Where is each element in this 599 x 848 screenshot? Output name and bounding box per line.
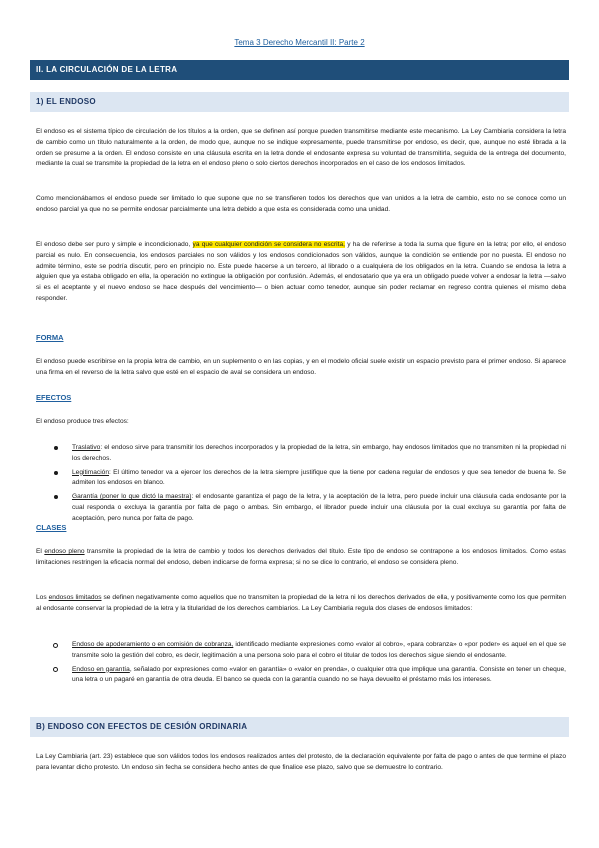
list-item-text: : El último tenedor va a ejercer los derechos de la letra siempre justifique que la tiene por cadena regular de endosos y que sea tenedor de buena fe. Se admiten los endosos en blanco. (72, 468, 566, 487)
text-segment: transmite la propiedad de la letra de cambio y todos los derechos derivados del título. Este tipo de endoso se contrapone a los endosos limitados. Como estas limitaciones restringen la eficacia normal del endoso, deben indicarse de forma expresa; si no se dice lo contrario, el endoso se considera pleno. (36, 548, 566, 566)
text-segment: El endoso debe ser puro y simple e incondicionado, (36, 241, 193, 248)
circle-bullet-icon (53, 643, 58, 648)
list-item-label: Traslativo (72, 444, 101, 451)
term-endoso-pleno: endoso pleno (44, 548, 85, 555)
heading-clases: CLASES (36, 523, 67, 532)
highlighted-text: ya que cualquier condición se considera no escrita, (192, 241, 345, 248)
paragraph-endoso-pleno (36, 547, 566, 569)
text-segment: y ha de referirse a toda la suma que figure en la letra; por ello, el endoso parcial es nulo. En consecuencia, los endosos parciales no son válidos y los endosos condicionados son válidos, aunque la condición se entiende por no puesta. El endoso no admite término, este se podría discutir, pero en principio no. Este puede hacerse a un tercero, al librado o a cualquiera de los obligados en la letra. Cuando se endosa la letra a alguien que ya estaba obligado en ella, la operación no extingue la obligación por confusión. Además, el endosatario que ya era un obligado puede volver a endosar la letra —salvo si es el aceptante y el nuevo endoso se hace después del vencimiento— o bien actuar como tenedor, aunque sin poder reclamar en regreso contra quienes el mismo deba responder. (36, 241, 566, 302)
subsection-header-endoso: 1) EL ENDOSO (30, 92, 569, 112)
bullet-icon (54, 495, 58, 499)
bullet-icon (54, 446, 58, 450)
paragraph-endosos-limitados (36, 593, 566, 615)
list-item-label: Garantía (poner lo que dictó la maestra) (72, 493, 192, 501)
text-segment: Los (36, 594, 49, 601)
heading-efectos: EFECTOS (36, 393, 72, 402)
heading-forma: FORMA (36, 333, 64, 342)
list-item-text: identificado mediante expresiones como «valor al cobro», «para cobranza» o «por poder» es aquel en el que se transmite solo la gestión del cobro, es decir, legitimación a una persona solo para el cobro el titular de todos los derechos sigue siendo el endosante. (72, 641, 566, 659)
list-item (36, 665, 566, 687)
paragraph-endoso-limitado: Como mencionábamos el endoso puede ser limitado lo que supone que no se transfieren todos los derechos que van unidos a la letra de cambio, esto no se conoce como un endoso parcial ya que no se permite endosar parcialmente una letra debido a que esta es considerada como una unidad. (36, 195, 566, 213)
list-item-label: Endoso de apoderamiento o en comisión de cobranza, (72, 641, 234, 648)
paragraph-efectos-intro: El endoso produce tres efectos: (36, 418, 129, 425)
list-item (36, 640, 566, 662)
list-item (36, 468, 566, 490)
section-header: II. LA CIRCULACIÓN DE LA LETRA (30, 60, 569, 80)
term-endosos-limitados: endosos limitados (48, 594, 102, 601)
list-item-text: : el endosante garantiza el pago de la letra, y la aceptación de la letra, pero puede incluir una cláusula cada endosante por la cual responda o excluya la garantía por falta de pago o ambas. Sin embargo, el librador puede incluir una cláusula por la cual excluya su garantía por falta de aceptación, pero nunca por falta de pago. (72, 493, 567, 522)
document-title[interactable]: Tema 3 Derecho Mercantil II: Parte 2 (234, 38, 365, 47)
circle-bullet-icon (53, 667, 58, 672)
paragraph-cesion-ordinaria: La Ley Cambiaria (art. 23) establece que son válidos todos los endosos realizados antes del protesto, de la declaración equivalente por falta de pago o antes de que termine el plazo para levantar dicho protesto. Un endoso sin fecha se considera hecho antes de que finalice ese plazo, salvo que se demuestre lo contrario. (36, 753, 566, 771)
list-item-text: , señalado por expresiones como «valor en garantía» o «valor en prenda», o cualquier otra que implique una garantía. Consiste en tener un cheque, una letra o un pagaré en garantía de otra deuda. El banco se queda con la garantía cuando no se haya devuelto el préstamo más los intereses. (72, 665, 566, 684)
subsection-header-cesion: B) ENDOSO CON EFECTOS DE CESIÓN ORDINARIA (30, 717, 569, 737)
text-segment: se definen negativamente como aquellos que no transmiten la propiedad de la letra ni los derechos derivados de ella, y positivamente como los que permiten al endosante conservar la propiedad de la letra y la titularidad de los derechos cambiarios. La Ley Cambiaria regula dos clases de endosos limitados: (36, 594, 567, 612)
text-segment: El (36, 548, 45, 555)
bullet-icon (54, 471, 58, 475)
list-item-label: Legitimación (72, 468, 110, 476)
list-item (36, 443, 566, 465)
list-item (36, 492, 566, 524)
list-item-label: Endoso en garantía (72, 665, 130, 673)
efectos-list (36, 443, 566, 528)
paragraph-endoso-puro (36, 240, 566, 305)
paragraph-endoso-definition: El endoso es el sistema típico de circulación de los títulos a la orden, que se definen así porque pueden transmitirse mediante este mecanismo. La Ley Cambiaria considera la letra de cambio como un título naturalmente a la orden, de modo que, aunque no se indique expresamente, puede transmitirse por endoso, es decir, que, aunque no esté librada a la orden se presume a la orden. El endoso consiste en una cláusula escrita en la letra donde el endosante expresa su voluntad de transmitirla, seguida de la entrega del documento, mediante la cual se transmite la propiedad de la letra en el endoso pleno o solo ciertos derechos incorporados en el caso de los endosos limitados. (36, 128, 566, 168)
clases-list (36, 640, 566, 689)
paragraph-forma: El endoso puede escribirse en la propia letra de cambio, en un suplemento o en las copias, y en el modelo oficial suele existir un espacio previsto para el primer endoso. Si aparece una firma en el reverso de la letra salvo que esté en el espacio de aval se considera un endoso. (36, 358, 566, 376)
list-item-text: : el endoso sirve para transmitir los derechos incorporados y la propiedad de la letra, sin embargo, hay endosos limitados que no transmiten ni la propiedad ni los derechos. (72, 444, 566, 462)
